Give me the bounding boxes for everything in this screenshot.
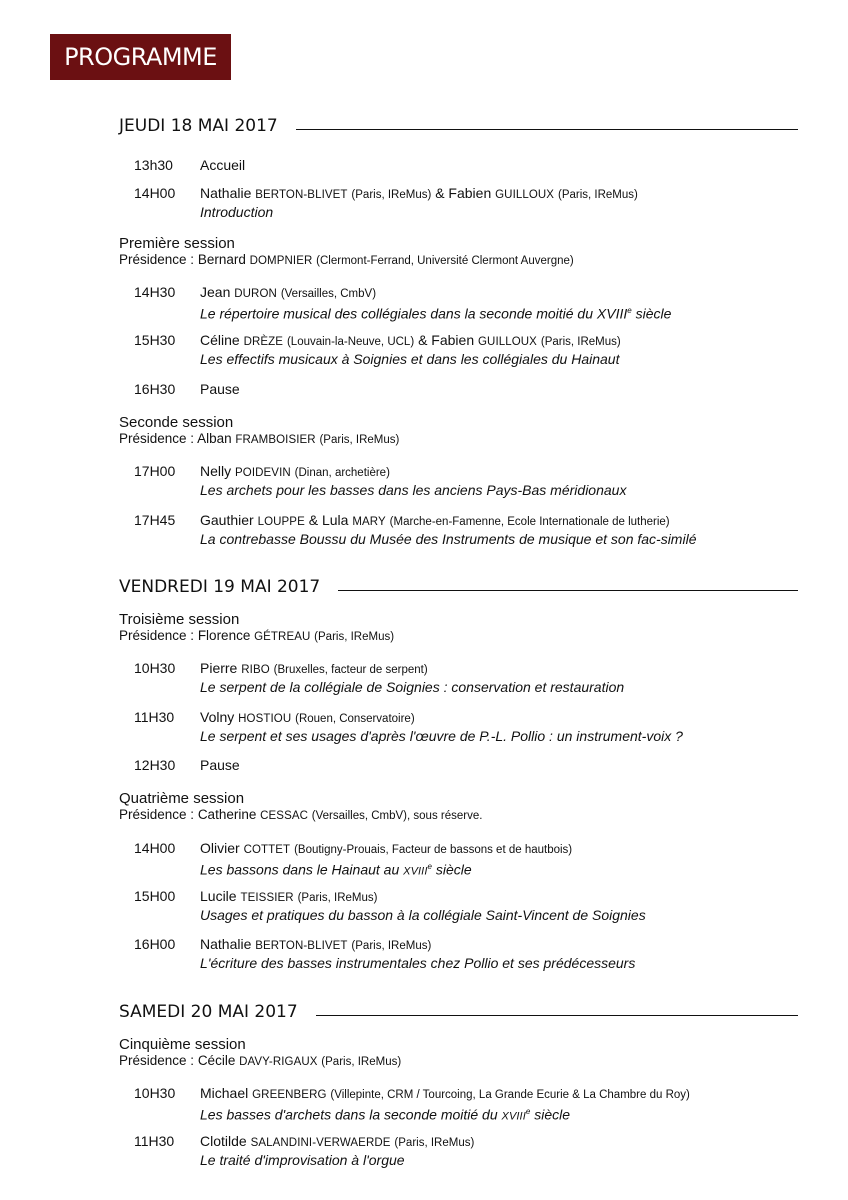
speaker-affiliation: (Versailles, CmbV) bbox=[280, 288, 377, 300]
speaker-last-name: COTTET bbox=[243, 844, 291, 856]
speaker-last-name: BERTON-BLIVET bbox=[255, 940, 348, 952]
day-rule bbox=[338, 590, 798, 591]
day-title: VENDREDI 19 MAI 2017 bbox=[119, 577, 321, 597]
chair-last-name: CESSAC bbox=[260, 810, 309, 822]
speaker-affiliation: (Dinan, archetière) bbox=[294, 467, 390, 479]
session-title: Quatrième session bbox=[119, 790, 245, 807]
speakers bbox=[200, 1085, 820, 1104]
talk-title: Introduction bbox=[200, 204, 274, 220]
session-header-4 bbox=[119, 790, 482, 824]
chair-first-name: Alban bbox=[197, 431, 232, 446]
session-title: Cinquième session bbox=[119, 1036, 246, 1053]
speaker-affiliation: (Paris, IReMus) bbox=[351, 189, 432, 201]
day-heading-2 bbox=[119, 575, 798, 599]
chair-affiliation: (Paris, IReMus) bbox=[314, 631, 395, 643]
speaker-affiliation: (Paris, IReMus) bbox=[557, 189, 638, 201]
chair-affiliation: (Paris, IReMus) bbox=[319, 434, 400, 446]
item-time: 13h30 bbox=[134, 157, 173, 173]
speaker-affiliation: (Bruxelles, facteur de serpent) bbox=[273, 664, 428, 676]
speaker-affiliation: (Paris, IReMus) bbox=[297, 892, 378, 904]
talk-text: Les bassons dans le Hainaut au bbox=[200, 861, 404, 878]
session-chair bbox=[119, 1053, 401, 1070]
century-small-caps: XVIII bbox=[403, 865, 428, 878]
speaker-first-name: Gauthier bbox=[200, 512, 254, 528]
item-time: 17H00 bbox=[134, 463, 176, 479]
item-time: 10H30 bbox=[134, 660, 176, 676]
speaker-last-name: MARY bbox=[352, 516, 386, 528]
item-time: 14H30 bbox=[134, 284, 176, 300]
speaker-first-name: Volny bbox=[200, 709, 235, 725]
session-header-5 bbox=[119, 1036, 401, 1070]
speakers bbox=[200, 185, 820, 204]
speakers bbox=[200, 840, 820, 859]
speaker-last-name: RIBO bbox=[241, 664, 270, 676]
speaker-last-name: POIDEVIN bbox=[235, 467, 291, 479]
superscript: e bbox=[525, 1107, 531, 1116]
session-chair bbox=[119, 807, 482, 824]
talk-text-end: siècle bbox=[530, 1106, 571, 1123]
session-title: Seconde session bbox=[119, 414, 234, 431]
speakers bbox=[200, 660, 820, 679]
item-time: 16H00 bbox=[134, 936, 176, 952]
item-time: 11H30 bbox=[134, 1133, 175, 1149]
talk-title bbox=[200, 859, 820, 880]
speaker-first-name: Fabien bbox=[431, 332, 475, 348]
chair-first-name: Cécile bbox=[197, 1053, 236, 1068]
superscript: e bbox=[427, 862, 432, 871]
talk-title: Usages et pratiques du basson à la collégiale Saint-Vincent de Soignies bbox=[200, 907, 646, 923]
ampersand: & bbox=[308, 512, 319, 528]
speaker-first-name: Pierre bbox=[200, 660, 238, 676]
talk-title: L'écriture des basses instrumentales chez Pollio et ses prédécesseurs bbox=[200, 955, 636, 971]
chair-last-name: GÉTREAU bbox=[254, 631, 311, 643]
talk-text-end: siècle bbox=[431, 861, 472, 878]
talk-text-end: siècle bbox=[631, 305, 672, 322]
speaker-last-name: GUILLOUX bbox=[495, 189, 555, 201]
speaker-last-name: BERTON-BLIVET bbox=[255, 189, 348, 201]
talk-title: Les effectifs musicaux à Soignies et dans les collégiales du Hainaut bbox=[200, 351, 620, 367]
speakers bbox=[200, 1133, 820, 1152]
speaker-affiliation: (Paris, IReMus) bbox=[351, 940, 432, 952]
speakers bbox=[200, 284, 820, 303]
speakers bbox=[200, 936, 820, 955]
item-label: Accueil bbox=[200, 157, 246, 173]
talk-title: Le serpent et ses usages d'après l'œuvre de P.-L. Pollio : un instrument-voix ? bbox=[200, 728, 683, 744]
speaker-last-name: DURON bbox=[234, 288, 277, 300]
chair-first-name: Bernard bbox=[197, 252, 246, 267]
session-header-3 bbox=[119, 611, 394, 645]
chair-affiliation: (Versailles, CmbV), sous réserve. bbox=[311, 810, 483, 822]
chair-label: Présidence : bbox=[119, 431, 195, 446]
chair-affiliation: (Clermont-Ferrand, Université Clermont Auvergne) bbox=[316, 255, 574, 267]
talk-title: Le traité d'improvisation à l'orgue bbox=[200, 1152, 405, 1168]
speaker-last-name: GREENBERG bbox=[252, 1089, 327, 1101]
chair-last-name: FRAMBOISIER bbox=[235, 434, 316, 446]
speakers bbox=[200, 512, 820, 531]
item-time: 16H30 bbox=[134, 381, 176, 397]
speaker-first-name: Lula bbox=[321, 512, 349, 528]
chair-label: Présidence : bbox=[119, 807, 195, 822]
talk-title: Les archets pour les basses dans les anciens Pays-Bas méridionaux bbox=[200, 482, 627, 498]
superscript: e bbox=[627, 306, 632, 315]
speaker-first-name: Olivier bbox=[200, 840, 240, 856]
item-time: 17H45 bbox=[134, 512, 176, 528]
speaker-last-name: DRÈZE bbox=[243, 336, 284, 348]
century-small-caps: XVIII bbox=[501, 1110, 526, 1123]
day-title: JEUDI 18 MAI 2017 bbox=[119, 116, 278, 136]
item-label: Pause bbox=[200, 757, 240, 773]
talk-title: Le serpent de la collégiale de Soignies : conservation et restauration bbox=[200, 679, 625, 695]
item-time: 15H00 bbox=[134, 888, 176, 904]
speaker-first-name: Nelly bbox=[200, 463, 232, 479]
item-label: Pause bbox=[200, 381, 240, 397]
speaker-first-name: Céline bbox=[200, 332, 240, 348]
speaker-first-name: Michael bbox=[200, 1085, 249, 1101]
chair-label: Présidence : bbox=[119, 252, 195, 267]
speaker-last-name: LOUPPE bbox=[257, 516, 305, 528]
talk-title: La contrebasse Boussu du Musée des Instruments de musique et son fac-similé bbox=[200, 531, 697, 547]
chair-first-name: Florence bbox=[197, 628, 251, 643]
session-title: Première session bbox=[119, 235, 235, 252]
speakers bbox=[200, 888, 820, 907]
speaker-affiliation: (Boutigny-Prouais, Facteur de bassons et de hautbois) bbox=[294, 844, 573, 856]
speaker-affiliation: (Villepinte, CRM / Tourcoing, La Grande Ecurie & La Chambre du Roy) bbox=[330, 1089, 690, 1101]
speaker-last-name: HOSTIOU bbox=[238, 713, 292, 725]
programme-banner: PROGRAMME bbox=[50, 34, 231, 80]
session-chair bbox=[119, 252, 574, 269]
chair-first-name: Catherine bbox=[197, 807, 257, 822]
talk-text: Le répertoire musical des collégiales dans la seconde moitié du XVIII bbox=[200, 305, 628, 322]
speaker-first-name: Nathalie bbox=[200, 936, 252, 952]
day-rule bbox=[316, 1015, 798, 1016]
item-time: 14H00 bbox=[134, 185, 176, 201]
speaker-affiliation: (Paris, IReMus) bbox=[394, 1137, 475, 1149]
item-time: 14H00 bbox=[134, 840, 176, 856]
speakers bbox=[200, 463, 820, 482]
speaker-first-name: Jean bbox=[200, 284, 231, 300]
talk-text: Les basses d'archets dans la seconde moitié du bbox=[200, 1106, 502, 1123]
talk-title bbox=[200, 1104, 820, 1125]
item-time: 10H30 bbox=[134, 1085, 176, 1101]
speaker-first-name: Fabien bbox=[448, 185, 492, 201]
talk-title bbox=[200, 303, 820, 322]
chair-label: Présidence : bbox=[119, 628, 195, 643]
ampersand: & bbox=[418, 332, 428, 348]
item-time: 11H30 bbox=[134, 709, 175, 725]
chair-affiliation: (Paris, IReMus) bbox=[321, 1056, 402, 1068]
speakers bbox=[200, 709, 820, 728]
speaker-first-name: Lucile bbox=[200, 888, 237, 904]
item-time: 15H30 bbox=[134, 332, 176, 348]
session-title: Troisième session bbox=[119, 611, 240, 628]
session-chair bbox=[119, 628, 394, 645]
speaker-affiliation: (Marche-en-Famenne, Ecole Internationale de lutherie) bbox=[389, 516, 670, 528]
day-title: SAMEDI 20 MAI 2017 bbox=[119, 1002, 298, 1022]
speaker-affiliation: (Rouen, Conservatoire) bbox=[295, 713, 415, 725]
item-time: 12H30 bbox=[134, 757, 176, 773]
day-heading-1 bbox=[119, 114, 798, 138]
speaker-affiliation: (Paris, IReMus) bbox=[540, 336, 621, 348]
chair-last-name: DAVY-RIGAUX bbox=[239, 1056, 318, 1068]
speaker-last-name: GUILLOUX bbox=[478, 336, 537, 348]
speaker-last-name: TEISSIER bbox=[240, 892, 294, 904]
speaker-affiliation: (Louvain-la-Neuve, UCL) bbox=[286, 336, 415, 348]
speakers bbox=[200, 332, 820, 351]
session-chair bbox=[119, 431, 399, 448]
speaker-last-name: SALANDINI-VERWAERDE bbox=[250, 1137, 391, 1149]
speaker-first-name: Nathalie bbox=[200, 185, 252, 201]
speaker-first-name: Clotilde bbox=[200, 1133, 247, 1149]
ampersand: & bbox=[435, 185, 445, 201]
chair-label: Présidence : bbox=[119, 1053, 195, 1068]
session-header-2 bbox=[119, 414, 399, 448]
chair-last-name: DOMPNIER bbox=[249, 255, 313, 267]
day-heading-3 bbox=[119, 1000, 798, 1024]
session-header-1 bbox=[119, 235, 574, 269]
day-rule bbox=[296, 129, 798, 130]
